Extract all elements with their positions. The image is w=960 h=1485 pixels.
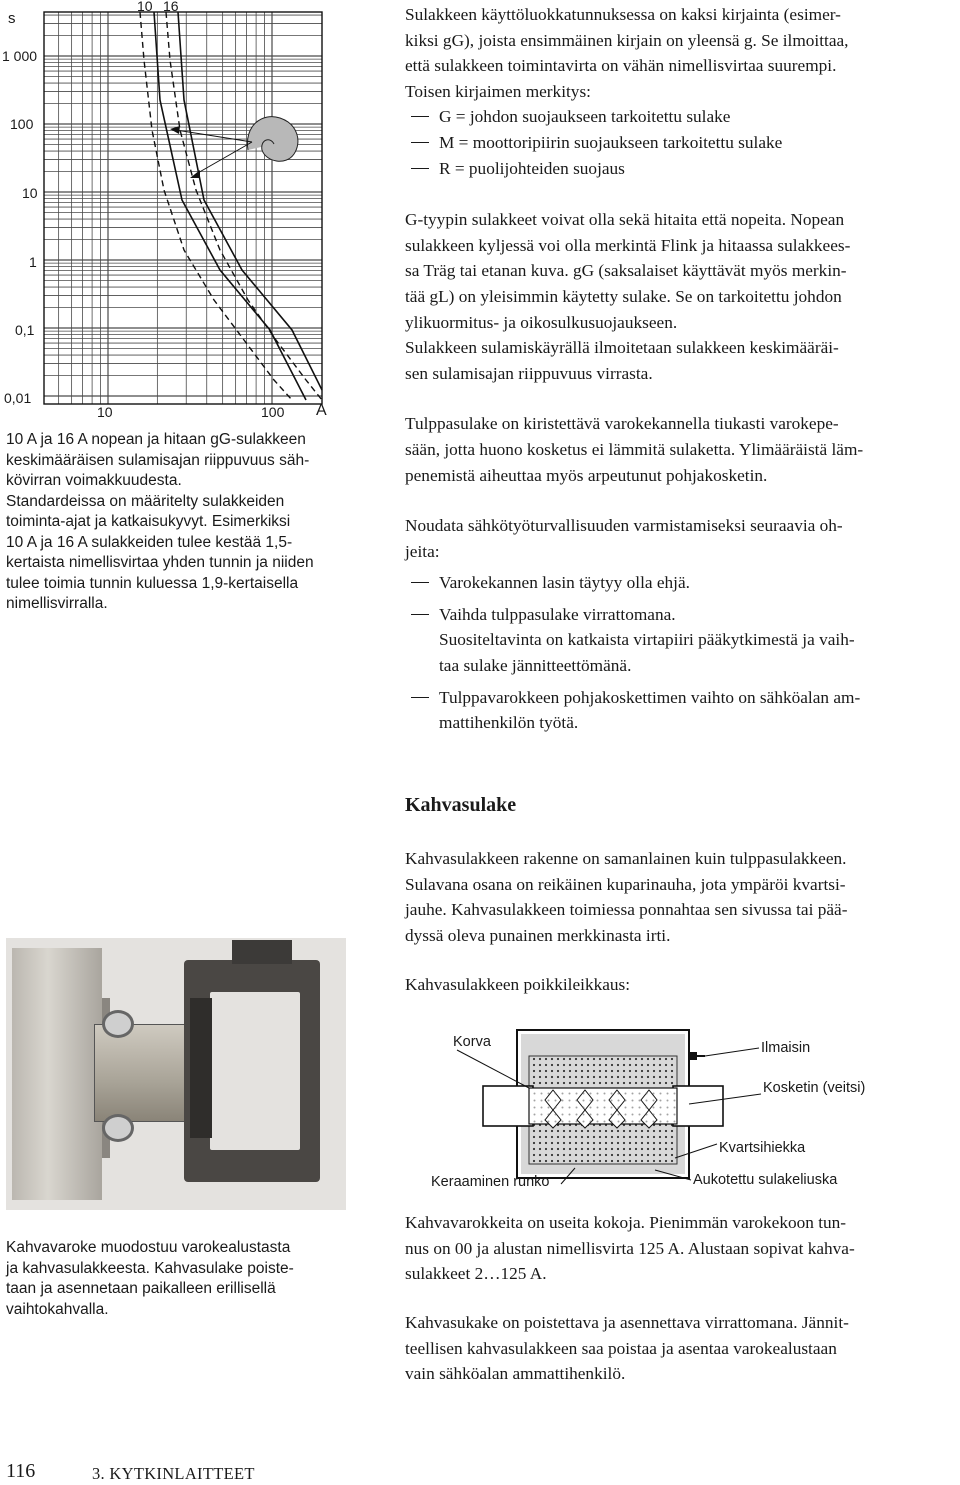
label-ilmaisin: Ilmaisin [761,1040,811,1056]
fuse-class-intro: Sulakkeen käyttöluokkatunnuksessa on kaksi kirjainta (esimer- kiksi gG), joista ensimmäinen kirjain on yleensä g. Se ilmoittaa, että sulakkeen toimintavirta on vähän nimellisvirtaa suurempi. Toisen kirjaimen merkitys: [405,5,849,101]
y-axis-label: s [8,10,16,27]
curve-label-10a: 10 [137,0,153,14]
cross-section-diagram [405,1020,957,1200]
x-tick-label: 100 [261,404,285,420]
label-aukotettu: Aukotettu sulakeliuska [693,1172,838,1188]
list-item: Varokekannen lasin täytyy olla ehjä. [405,570,957,596]
section-heading-kahvasulake: Kahvasulake [405,794,517,816]
list-item: Tulppavarokkeen pohjakoskettimen vaihto on sähköalan am- mattihenkilön työtä. [405,685,957,736]
ilmaisin-icon [689,1052,705,1060]
plug-fuse-paragraph: Tulppasulake on kiristettävä varokekannella tiukasti varokepe- sään, jotta huono kosketus ei lämmitä sulaketta. Ylimääräistä läm- penemistä aiheuttaa myös arpeutunut pohjakosketin. [405,414,864,485]
curve-10a-slow [154,12,306,400]
list-item: Vaihda tulppasulake virrattomana. Suositeltavinta on katkaista virtapiiri pääkytkimestä ja vaih- taa sulake jännitteettömänä. [405,602,957,679]
fuse-base-plate [12,948,102,1200]
korva-right [673,1086,723,1126]
list-item: G = johdon suojaukseen tarkoitettu sulake [405,104,957,130]
y-tick-label: 0,1 [15,322,35,338]
curve-16a-slow [178,12,322,390]
chart-grid [44,12,322,404]
y-tick-label: 1 [29,254,37,270]
x-tick-label: 10 [97,404,113,420]
label-kvartsihiekka: Kvartsihiekka [719,1140,806,1156]
cross-section-title: Kahvasulakkeen poikkileikkaus: [405,975,631,994]
label-kosketin: Kosketin (veitsi) [763,1080,866,1096]
kahva-sizes: Kahvavarokkeita on useita kokoja. Pienimmän varokekoon tun- nus on 00 ja alustan nimellisvirta 125 A. Alustaan sopivat kahva- sulakkeet 2…125 A. [405,1213,855,1284]
y-tick-label: 100 [10,116,34,132]
fuse-contact-top [102,1010,134,1038]
fuse-melting-chart [0,0,360,425]
safety-intro: Noudata sähkötyöturvallisuuden varmistamiseksi seuraavia oh- jeita: [405,516,843,561]
safety-list [405,570,957,736]
fuse-holder-photo [6,938,346,1210]
kahva-description: Kahvasulakkeen rakenne on samanlainen kuin tulppasulakkeen. Sulavana osana on reikäinen kuparinauha, jota ympäröi kvartsi- jauhe. Kahvasulakkeen toimiessa ponnahtaa sen sivussa tai pää- dyssä oleva punainen merkkinasta irti. [405,849,848,945]
chart-plot-area [0,0,360,425]
y-tick-label: 0,01 [4,390,32,406]
y-tick-label: 1 000 [2,48,38,64]
fuse-body [94,1024,194,1122]
letter-meaning-list [405,104,957,181]
list-item: M = moottoripiirin suojaukseen tarkoitettu sulake [405,130,957,156]
korva-left [483,1086,533,1126]
right-column [405,2,957,736]
chapter-title: 3. KYTKINLAITTEET [92,1464,255,1483]
label-korva: Korva [453,1034,491,1050]
y-tick-label: 10 [22,185,38,201]
label-keraaminen-runko: Keraaminen runko [431,1174,550,1190]
g-type-paragraph: G-tyypin sulakkeet voivat olla sekä hitaita että nopeita. Nopean sulakkeen kyljessä voi olla merkintä Flink ja hitaassa sulakkees- sa Träg tai etanan kuva. gG (saksalaiset käyttävät myös merkin- tää gL) on yleisimmin käytetty sulake. Se on tarkoitettu johdon ylikuormitus- ja oikosulkusuojaukseen. Sulakkeen sulamiskäyrällä ilmoitetaan sulakkeen keskimääräi- sen sulamisajan riippuvuus virrasta. [405,210,851,383]
x-axis-label: A [316,402,327,419]
fuse-contact-bottom [102,1114,134,1142]
curve-10a-fast [140,12,292,400]
list-item: R = puolijohteiden suojaus [405,156,957,182]
curve-label-16a: 16 [163,0,179,14]
photo-caption: Kahvavaroke muodostuu varokealustasta ja kahvasulakkeesta. Kahvasulake poiste- taan ja asennetaan paikalleen erillisellä vaihtokahvalla. [6,1239,294,1318]
kahva-warning: Kahvasukake on poistettava ja asennettava virrattomana. Jännit- teellisen kahvasulakkeen saa poistaa ja asentaa varokealustaan vain sähköalan ammattihenkilö. [405,1313,849,1384]
page-number: 116 [6,1460,36,1482]
chart-caption: 10 A ja 16 A nopean ja hitaan gG-sulakkeen keskimääräisen sulamisajan riippuvuus säh- kövirran voimakkuudesta. Standardeissa on määritelty sulakkeiden toiminta-ajat ja katkaisukyvyt. Esimerkiksi 10 A ja 16 A sulakkeiden tulee kestää 1,5- kertaista nimellisvirtaa yhden tunnin ja niiden tulee toimia tunnin kuluessa 1,9-kertaisella nimellisvirralla. [6,431,314,612]
